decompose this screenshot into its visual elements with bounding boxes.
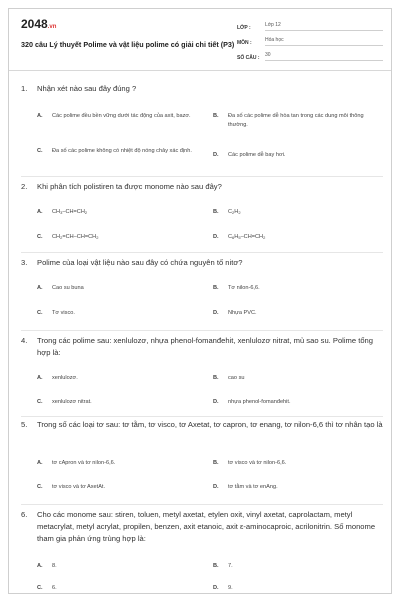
option-text: tơ visco và tơ AxetAt. (52, 484, 106, 490)
option-text: $C_2H_2$ (228, 209, 241, 215)
option-letter: C. (37, 484, 43, 490)
document-meta (237, 17, 383, 62)
option-b[interactable] (213, 374, 378, 383)
option-letter: A. (37, 285, 43, 291)
option-text: nhựa phenol-fomanđehit. (228, 399, 291, 405)
option-letter: D. (213, 310, 219, 316)
option-text: tơ visco và tơ nilon-6,6. (228, 460, 287, 466)
option-text: Đa số các polime không có nhiệt độ nóng chảy xác định. (52, 148, 192, 154)
option-text: tơ tằm và tơ enAng. (228, 484, 278, 490)
option-c[interactable] (37, 398, 197, 407)
option-text: Các polime đều bền vững dưới tác động của axit, bazơ. (52, 113, 191, 119)
question-text: Nhận xét nào sau đây đúng ? (37, 84, 137, 93)
option-letter: D. (213, 152, 219, 158)
meta-value: 30 (265, 52, 383, 61)
document-page (8, 8, 392, 594)
meta-row-class (237, 17, 383, 31)
option-c[interactable] (37, 584, 197, 593)
meta-label: MÔN : (237, 40, 252, 46)
question-text: Khi phân tích polistiren ta được monome nào sau đây? (37, 182, 222, 191)
option-text: Nhựa PVC. (228, 310, 257, 316)
question-text: Trong số các loại tơ sau: tơ tằm, tơ visco, tơ Axetat, tơ capron, tơ enang, tơ nilon-6,6 thì tơ nhân tạo là (37, 420, 383, 429)
option-d[interactable] (213, 151, 378, 160)
question-5 (21, 419, 383, 505)
option-c[interactable] (37, 483, 197, 492)
option-d[interactable] (213, 584, 378, 593)
option-text: $CH_2=CH-CH=CH_2$ (52, 234, 99, 240)
document-header (9, 9, 391, 71)
option-d[interactable] (213, 398, 378, 407)
meta-label: SỐ CÂU : (237, 55, 260, 61)
question-number: 6. (21, 510, 28, 519)
logo-text: 2048 (21, 17, 48, 31)
option-text: Đa số các polime dễ hòa tan trong các dung môi thông thường. (228, 113, 364, 128)
option-letter: B. (213, 113, 219, 119)
meta-row-subject (237, 32, 383, 46)
option-a[interactable] (37, 459, 197, 468)
option-letter: A. (37, 563, 43, 569)
option-text: tơ cApron và tơ nilon-6,6. (52, 460, 116, 466)
option-b[interactable] (213, 562, 378, 571)
option-letter: C. (37, 234, 43, 240)
question-header (21, 257, 383, 269)
option-text: 9. (228, 585, 233, 591)
question-number: 3. (21, 258, 28, 267)
option-b[interactable] (213, 284, 378, 293)
option-c[interactable] (37, 147, 197, 156)
option-a[interactable] (37, 374, 197, 383)
option-letter: A. (37, 460, 43, 466)
question-number: 5. (21, 420, 28, 429)
option-letter: B. (213, 209, 219, 215)
question-text: Cho các monome sau: stiren, toluen, metyl axetat, etylen oxit, vinyl axetat, caprolactam, metyl metacrylat, metyl acrylat, propilen, benzen, axit etanoic, axit ε-aminocaproic, acrilonitrin. Số monome tham gia phản ứng trùng hợp là: (37, 510, 376, 543)
meta-value: Hóa học (265, 37, 383, 46)
option-a[interactable] (37, 284, 197, 293)
option-letter: D. (213, 484, 219, 490)
option-letter: A. (37, 209, 43, 215)
question-header (21, 509, 383, 545)
option-d[interactable] (213, 233, 378, 242)
option-d[interactable] (213, 309, 378, 318)
question-1 (21, 83, 383, 177)
question-header (21, 181, 383, 193)
meta-label: LỚP : (237, 25, 251, 31)
question-header (21, 83, 383, 95)
option-text: xenlulozơ nitrat. (52, 399, 92, 405)
question-number: 1. (21, 84, 28, 93)
option-text: $C_6H_5-CH=CH_2$ (228, 234, 266, 240)
option-letter: C. (37, 399, 43, 405)
question-text: Polime của loại vật liệu nào sau đây có chứa nguyên tố nitơ? (37, 258, 243, 267)
option-b[interactable] (213, 459, 378, 468)
option-text: Cao su buna (52, 285, 84, 291)
option-letter: B. (213, 460, 219, 466)
question-number: 4. (21, 336, 28, 345)
option-c[interactable] (37, 309, 197, 318)
logo-suffix: .vn (47, 24, 57, 30)
option-a[interactable] (37, 112, 197, 121)
site-logo[interactable] (21, 17, 56, 31)
option-d[interactable] (213, 483, 378, 492)
question-4 (21, 335, 383, 417)
option-text: xenlulozơ. (52, 375, 78, 381)
option-b[interactable] (213, 112, 378, 130)
option-letter: B. (213, 375, 219, 381)
option-letter: A. (37, 113, 43, 119)
meta-row-count (237, 47, 383, 61)
option-letter: A. (37, 375, 43, 381)
question-number: 2. (21, 182, 28, 191)
option-text: 7. (228, 563, 233, 569)
meta-value: Lớp 12 (265, 22, 383, 31)
option-text: $CH_3-CH=CH_2$ (52, 209, 88, 215)
option-text: Các polime dễ bay hơi. (228, 152, 286, 158)
question-text: Trong các polime sau: xenlulozơ, nhựa phenol-fomanđehit, xenlulozơ nitrat, mủ sao su. Polime tổng hợp là: (37, 336, 373, 357)
question-header (21, 335, 383, 359)
option-c[interactable] (37, 233, 197, 242)
option-letter: B. (213, 563, 219, 569)
option-a[interactable] (37, 208, 197, 217)
option-text: 8. (52, 563, 57, 569)
document-title: 320 câu Lý thuyết Polime và vật liệu polime có giải chi tiết (P3) (21, 40, 235, 49)
option-letter: C. (37, 585, 43, 591)
question-6 (21, 509, 383, 593)
option-letter: C. (37, 148, 43, 154)
question-3 (21, 257, 383, 331)
option-letter: C. (37, 310, 43, 316)
option-letter: D. (213, 585, 219, 591)
option-text: Tơ visco. (52, 310, 75, 316)
option-b[interactable] (213, 208, 378, 217)
option-text: cao su (228, 375, 245, 381)
option-a[interactable] (37, 562, 197, 571)
option-text: Tơ nilon-6,6. (228, 285, 260, 291)
question-2 (21, 181, 383, 253)
option-letter: D. (213, 234, 219, 240)
option-text: 6. (52, 585, 57, 591)
question-header (21, 419, 383, 431)
option-letter: D. (213, 399, 219, 405)
option-letter: B. (213, 285, 219, 291)
